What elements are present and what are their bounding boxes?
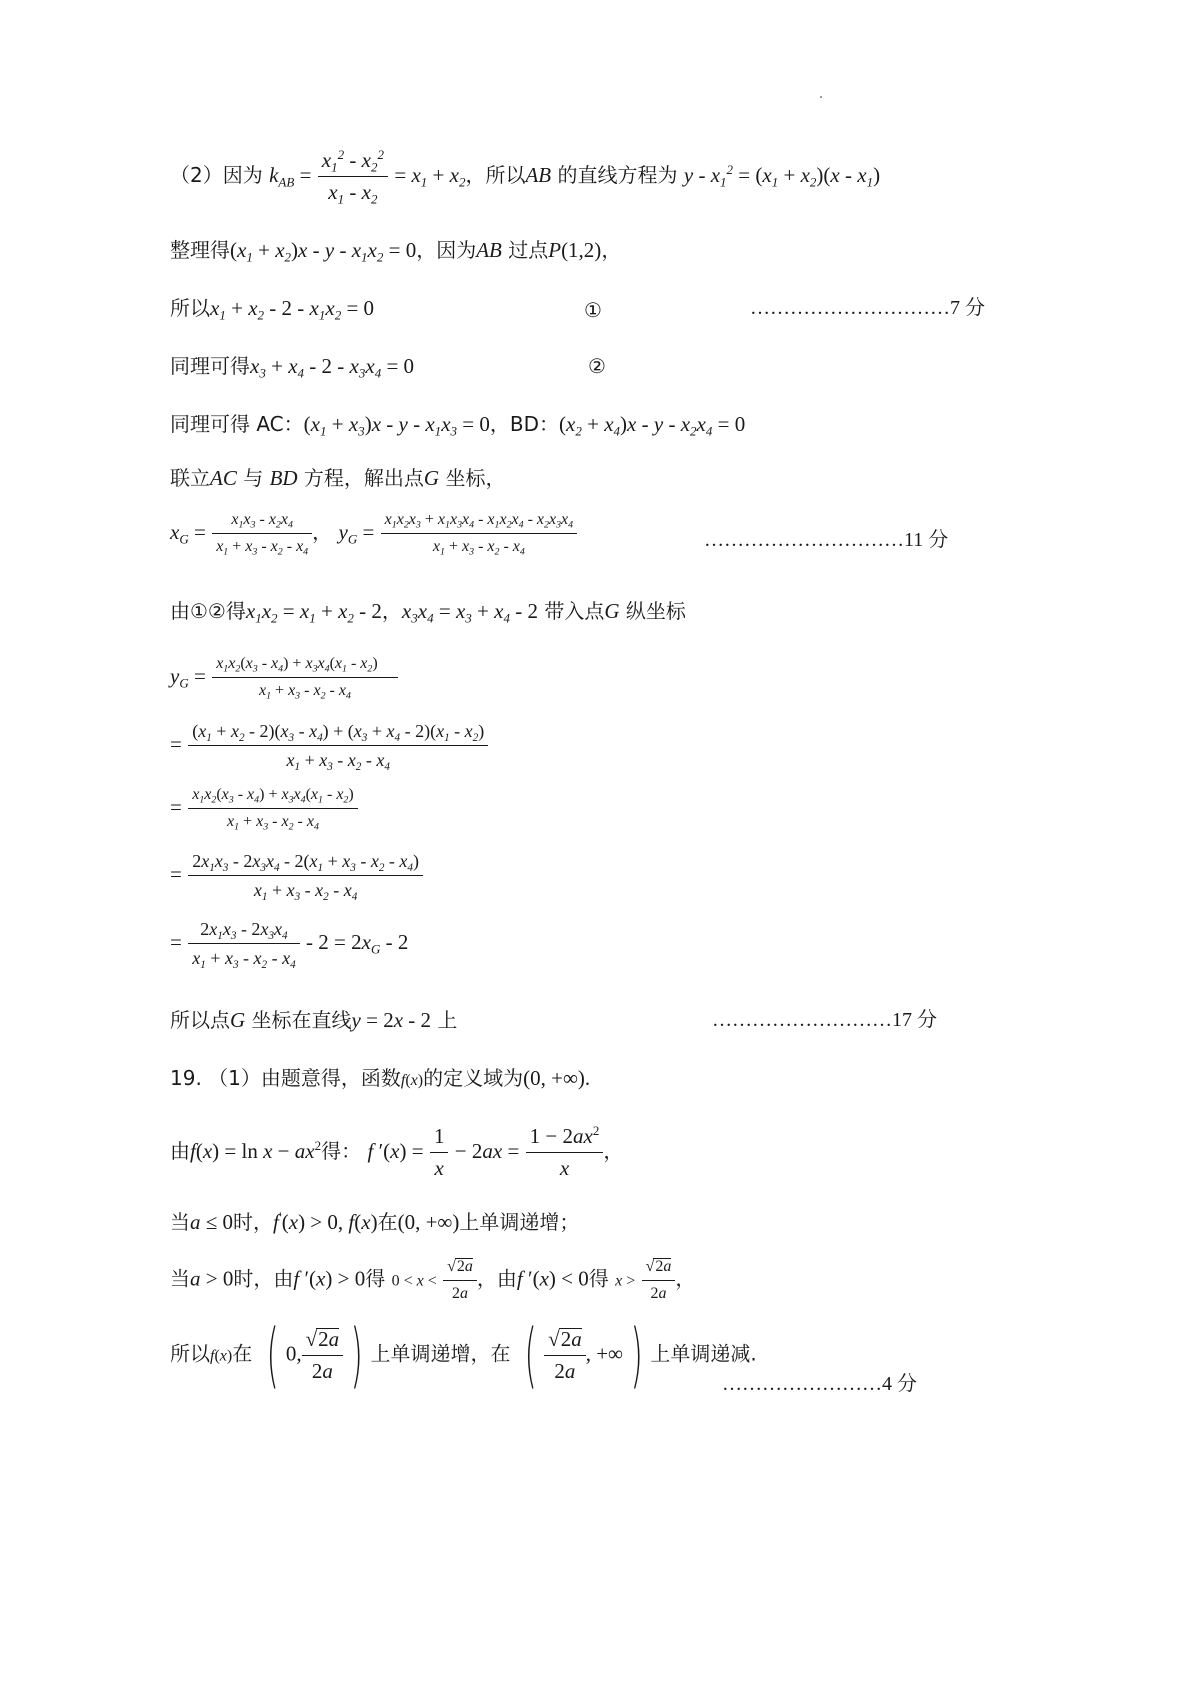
circle-label-2: ② xyxy=(588,354,606,378)
xg-fraction: $\frac{x_1x_3 - x_2x_4}{x_1 + x_3 - x_2 - x_4}$ xyxy=(212,512,312,555)
q19-derivative: 由$f(x) = \ln x - ax^2$得： f ′(x) = $\frac{1}{x}$ − 2ax = $\frac{1 - 2ax^2}{x}$ ， xyxy=(170,1123,624,1180)
line-rearranged: 整理得$(x_1 + x_2)x - y - x_1x_2 = 0$，因为AB 过点P(1,2)， xyxy=(170,238,622,265)
circle-label-1: ① xyxy=(584,298,602,322)
line-solve-g: 联立AC 与 BD 方程，解出点G 坐标， xyxy=(170,466,506,490)
line-equation-2: 同理可得$x_3 + x_4 - 2 - x_3x_4 = 0$ xyxy=(170,354,415,381)
derivation-step-5: = $\frac{2x_1x_3 - 2x_3x_4}{x_1 + x_3 - x_2 - x_4}$ - $2 = 2x_G - 2$ xyxy=(170,919,409,971)
scan-speck xyxy=(820,96,822,98)
q19-domain: 19. （1）由题意得，函数f(x)的定义域为(0, +∞). xyxy=(170,1066,591,1090)
q19-monotonicity: 所以f(x)在 ( 0, $\frac{√2a}{2a}$ ) 上单调递增，在 ( $\frac{√2a}{2a}$ , +∞ ) 上单调递减. xyxy=(170,1314,757,1396)
slope-fraction: $\frac{x_1^2 - x_2^2}{x_1 - x_2}$ xyxy=(318,150,388,203)
line-g-coordinates: $x_G$ = $\frac{x_1x_3 - x_2x_4}{x_1 + x_3 - x_2 - x_4}$ ， $y_G$ = $\frac{x_1x_2x_3 + x_1x_3x_4 - x_1x_2x_4 - x_2x_3x_4}{x_1 + x_3 - x_2 - x_4}$ xyxy=(170,512,577,555)
line-conclusion-g: 所以点G 坐标在直线y = 2x - 2 上 xyxy=(170,1008,458,1032)
score-11: …………………………11 分 xyxy=(704,529,949,551)
line-substitute: 由①②得$x_1x_2 = x_1 + x_2 - 2$，$x_3x_4 = x_3 + x_4 - 2$ 带入点G 纵坐标 xyxy=(170,599,686,626)
q19-case-a-positive: 当a > 0时，由f ′(x) > 0得 0 < x < $\frac{√2a}{2a}$ ，由f ′(x) < 0得 x > $\frac{√2a}{2a}$ ， xyxy=(170,1258,696,1302)
derivation-step-2: = $\frac{(x_1 + x_2 - 2)(x_3 - x_4) + (x_3 + x_4 - 2)(x_1 - x_2)}{x_1 + x_3 - x_2 - x_4}$ xyxy=(170,722,488,769)
yg-fraction: $\frac{x_1x_2x_3 + x_1x_3x_4 - x_1x_2x_4 - x_2x_3x_4}{x_1 + x_3 - x_2 - x_4}$ xyxy=(381,512,577,555)
score-17: ………………………17 分 xyxy=(712,1009,937,1031)
derivation-step-1: $y_G$ = $\frac{x_1x_2(x_3 - x_4) + x_3x_4(x_1 - x_2)}{x_1 + x_3 - x_2 - x_4}$ xyxy=(170,656,398,699)
line-equation-1: 所以$x_1 + x_2 - 2 - x_1x_2 = 0$ xyxy=(170,296,375,323)
derivation-step-4: = $\frac{2x_1x_3 - 2x_3x_4 - 2(x_1 + x_3 - x_2 - x_4)}{x_1 + x_3 - x_2 - x_4}$ xyxy=(170,852,423,899)
line-slope-ab: （2）因为 $k_{AB}$ = $\frac{x_1^2 - x_2^2}{x_1 - x_2}$ = $x_1 + x_2$，所以AB 的直线方程为 $y - x_1^2 = (x_1 + x_2)(x - x_1)$ xyxy=(170,147,881,207)
line-equation-ab: $y - x_1^2 = (x_1 + x_2)(x - x_1)$ xyxy=(683,162,881,190)
line-ac-bd: 同理可得 AC：$(x_1 + x_3)x - y - x_1x_3 = 0$，BD：$(x_2 + x_4)x - y - x_2x_4 = 0$ xyxy=(170,412,746,439)
score-4: ……………………4 分 xyxy=(722,1373,917,1395)
derivation-step-3: = $\frac{x_1x_2(x_3 - x_4) + x_3x_4(x_1 - x_2)}{x_1 + x_3 - x_2 - x_4}$ xyxy=(170,787,358,830)
score-7: …………………………7 分 xyxy=(750,297,985,319)
q19-case-a-nonpositive: 当a ≤ 0时，f′(x) > 0, f(x)在(0, +∞)上单调递增； xyxy=(170,1209,580,1234)
